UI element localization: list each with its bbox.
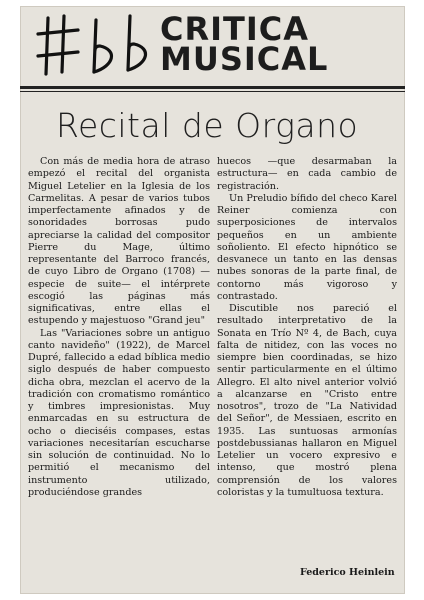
article-paragraph: Discutible nos pareció el resultado interpretativo de la Sonata en Trío Nº 4, de Bach, cuya falta de nitidez, con las voces no siempre bien coordinadas, se hizo sentir particularmente en el último Allegro. El alto nivel anterior volvió a alcanzarse en "Cristo entre nosotros", trozo de "La Natividad del Señor", de Messiaen, escrito en 1935. Las suntuosas armonías postdebussianas hallaron en Miguel Letelier un vocero expresivo e intenso, que mostró plena comprensión de los valores coloristas y la tumultuosa textura. bbox=[217, 303, 397, 498]
newspaper-clipping bbox=[20, 6, 405, 594]
section-title-line-2: MUSICAL bbox=[160, 40, 329, 78]
article-paragraph: huecos —que desarmaban la estructura— en cada cambio de registración. bbox=[217, 156, 397, 192]
section-title-line-1: CRITICA bbox=[160, 10, 310, 48]
article-paragraph: Con más de media hora de atraso empezó el recital del organista Miguel Letelier en la Iglesia de los Carmelitas. A pesar de varios tubos imperfectamente afinados y de sonoridades borrosas pudo apreciarse la calidad del compositor Pierre du Mage, último representante del Barroco francés, de cuyo Libro de Organo (1708) —especie de suite— el intérprete escogió las páginas más significativas, entre ellas el estupendo y majestuoso "Grand jeu" bbox=[28, 156, 210, 327]
article-headline: Recital de Organo bbox=[56, 106, 359, 145]
article-column-right bbox=[217, 156, 397, 499]
masthead-rule-thick bbox=[20, 86, 405, 89]
article-paragraph: Un Preludio bífido del checo Karel Reiner comienza con superposiciones de intervalos pequeños en un ambiente soñoliento. El efecto hipnótico se desvanece un tanto en las densas nubes sonoras de la parte final, de contorno más vigoroso y contrastado. bbox=[217, 192, 397, 302]
article-paragraph: Las "Variaciones sobre un antiguo canto navideño" (1922), de Marcel Dupré, fallecido a edad bíblica medio siglo después de haber compuesto dicha obra, mezclan el acervo de la tradición con cromatismo romántico y timbres impresionistas. Muy enmarcadas en su estructura de ocho o dieciséis compases, estas variaciones necesitarían escucharse sin solución de continuidad. No lo permitió el mecanismo del instrumento utilizado, produciéndose grandes bbox=[28, 327, 210, 498]
article-column-left bbox=[28, 156, 210, 499]
section-title bbox=[160, 10, 400, 78]
masthead bbox=[20, 6, 405, 86]
handwritten-logo-icon bbox=[34, 10, 162, 82]
author-byline: Federico Heinlein bbox=[300, 567, 395, 578]
masthead-rule-thin bbox=[20, 91, 405, 92]
